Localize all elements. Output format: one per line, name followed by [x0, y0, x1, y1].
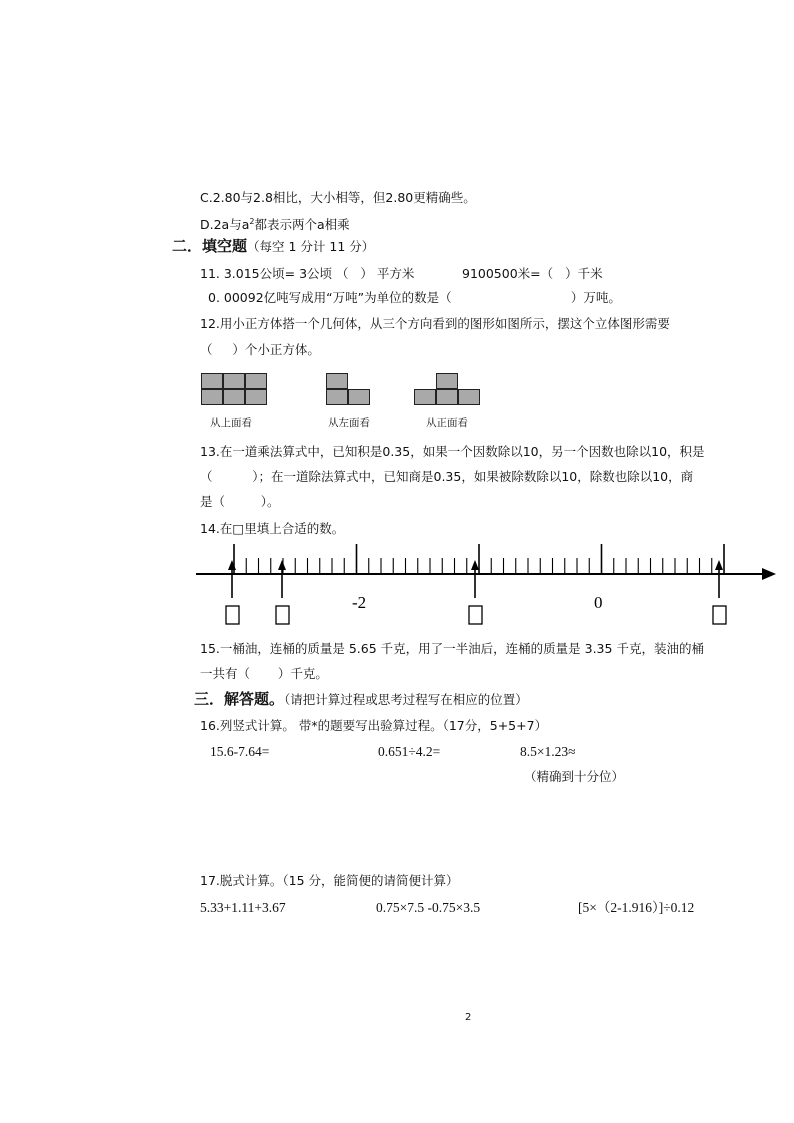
q11-part2: 9100500米=（ ）千米	[462, 266, 603, 281]
caption-top-view: 从上面看	[210, 417, 252, 429]
answer-box	[469, 606, 482, 624]
q17-item-3: [5×（2-1.916）]÷0.12	[578, 900, 695, 915]
marker-arrowhead	[278, 560, 286, 570]
marker-arrowhead	[228, 560, 236, 570]
top-view-cell	[201, 389, 223, 405]
front-view-cell	[436, 389, 458, 405]
section-3-heading	[194, 691, 528, 708]
top-view-cell	[223, 389, 245, 405]
option-d-prefix: D.2a与a	[200, 217, 250, 233]
option-c: C.2.80与2.8相比，大小相等，但2.80更精确些。	[200, 190, 476, 205]
q16-item-1: 15.6-7.64=	[210, 744, 270, 759]
number-line	[190, 538, 790, 630]
q17-text: 17.脱式计算。（15 分，能简便的请简便计算）	[200, 873, 459, 888]
q15-line1: 15.一桶油，连桶的质量是 5.65 千克，用了一半油后，连桶的质量是 3.35 千克，装油的桶	[200, 641, 704, 656]
q11-line2: 0. 00092亿吨写成用“万吨”为单位的数是（ ）万吨。	[208, 290, 621, 305]
answer-box	[713, 606, 726, 624]
section-2-heading	[172, 238, 374, 255]
caption-front-view: 从正面看	[426, 417, 468, 429]
q17-item-2: 0.75×7.5 -0.75×3.5	[376, 900, 481, 915]
q12-line1: 12.用小正方体搭一个几何体，从三个方向看到的图形如图所示，摆这个立体图形需要	[200, 316, 670, 331]
q16-hint: （精确到十分位）	[524, 769, 625, 784]
top-view-cell	[245, 373, 267, 389]
section-3-note: （请把计算过程或思考过程写在相应的位置）	[284, 692, 528, 707]
q17-item-1: 5.33+1.11+3.67	[200, 900, 286, 915]
front-view-cell	[458, 389, 480, 405]
q16-item-3: 8.5×1.23≈	[520, 744, 576, 759]
number-line-arrowhead	[762, 568, 776, 580]
section-2-title: 二．填空题	[172, 237, 248, 255]
q14-text: 14.在□里填上合适的数。	[200, 521, 345, 536]
option-d-suffix: 都表示两个a相乘	[254, 217, 350, 233]
q13-line1: 13.在一道乘法算式中，已知积是0.35，如果一个因数除以10，另一个因数也除以10，积是	[200, 444, 705, 459]
top-view-cell	[223, 373, 245, 389]
marker-arrowhead	[715, 560, 723, 570]
q16-item-2: 0.651÷4.2=	[378, 744, 441, 759]
q12-line2: （ ）个小正方体。	[200, 342, 320, 357]
top-view-cell	[201, 373, 223, 389]
marker-arrowhead	[471, 560, 479, 570]
option-d-superscript: 2	[249, 217, 255, 226]
q16-text: 16.列竖式计算。 带*的题要写出验算过程。（17分，5+5+7）	[200, 718, 548, 733]
answer-box	[276, 606, 289, 624]
answer-box	[226, 606, 239, 624]
left-view-cell	[326, 389, 348, 405]
front-view-cell	[414, 389, 436, 405]
top-view-cell	[245, 389, 267, 405]
q13-line3: 是（ ）。	[200, 494, 280, 509]
left-view-cell	[326, 373, 348, 389]
label-minus-two: -2	[352, 593, 367, 612]
q15-line2: 一共有（ ）千克。	[200, 666, 328, 681]
caption-left-view: 从左面看	[328, 417, 370, 429]
section-3-title: 三．解答题。	[194, 690, 285, 708]
q12-views-figure	[200, 372, 500, 432]
q11-part1: 11. 3.015公顷= 3公顷 （ ） 平方米	[200, 266, 415, 281]
option-d	[200, 214, 350, 233]
left-view-cell	[348, 389, 370, 405]
label-zero: 0	[594, 593, 603, 612]
front-view-cell	[436, 373, 458, 389]
section-2-note: （每空 1 分计 11 分）	[247, 239, 375, 254]
q13-line2: （ ）；在一道除法算式中，已知商是0.35，如果被除数除以10，除数也除以10，商	[200, 469, 694, 484]
number-line-ticks	[234, 544, 724, 574]
page-number: 2	[465, 1012, 472, 1023]
